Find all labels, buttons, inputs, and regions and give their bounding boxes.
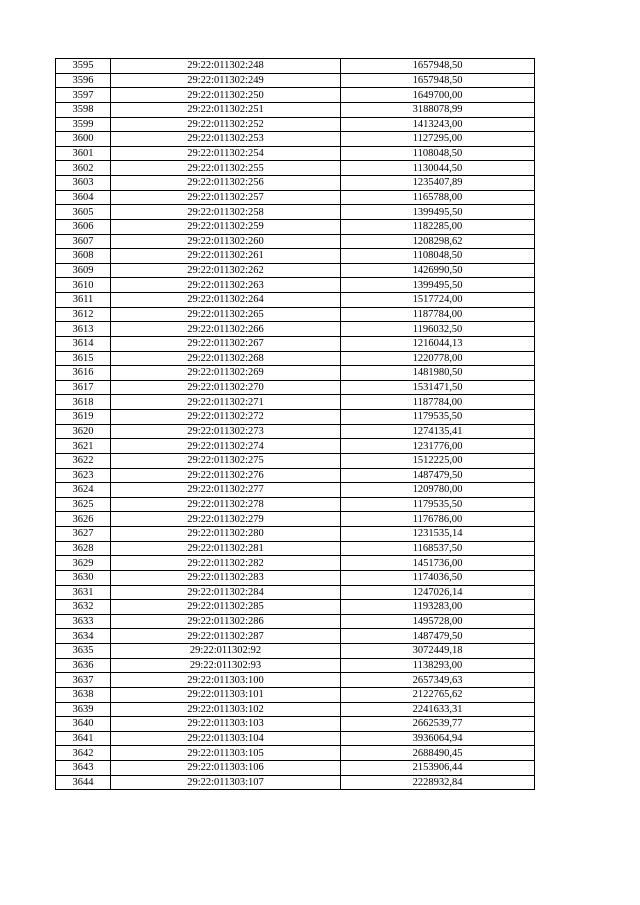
cadastral-value-cell: 1231776,00 [341, 439, 535, 454]
cadastral-value-cell: 1187784,00 [341, 395, 535, 410]
cadastral-number-cell: 29:22:011302:269 [111, 366, 341, 381]
table-row [56, 249, 535, 264]
table-row [56, 351, 535, 366]
cadastral-number-cell: 29:22:011302:273 [111, 424, 341, 439]
cadastral-number-cell: 29:22:011302:249 [111, 73, 341, 88]
row-number-cell: 3619 [56, 410, 111, 425]
cadastral-number-cell: 29:22:011302:264 [111, 293, 341, 308]
table-row [56, 263, 535, 278]
table-row [56, 556, 535, 571]
row-number-cell: 3641 [56, 731, 111, 746]
cadastral-number-cell: 29:22:011303:106 [111, 761, 341, 776]
row-number-cell: 3639 [56, 702, 111, 717]
table-row [56, 234, 535, 249]
table-row [56, 161, 535, 176]
cadastral-number-cell: 29:22:011302:283 [111, 570, 341, 585]
table-row [56, 527, 535, 542]
table-row [56, 59, 535, 74]
cadastral-value-cell: 1649700,00 [341, 88, 535, 103]
cadastral-value-cell: 1108048,50 [341, 249, 535, 264]
row-number-cell: 3625 [56, 497, 111, 512]
row-number-cell: 3624 [56, 483, 111, 498]
row-number-cell: 3620 [56, 424, 111, 439]
cadastral-number-cell: 29:22:011302:286 [111, 614, 341, 629]
cadastral-value-cell: 1138293,00 [341, 658, 535, 673]
cadastral-number-cell: 29:22:011303:105 [111, 746, 341, 761]
table-row [56, 761, 535, 776]
table-row [56, 88, 535, 103]
table-row [56, 410, 535, 425]
row-number-cell: 3623 [56, 468, 111, 483]
table-row [56, 746, 535, 761]
cadastral-value-cell: 1231535,14 [341, 527, 535, 542]
cadastral-number-cell: 29:22:011302:276 [111, 468, 341, 483]
table-row [56, 278, 535, 293]
cadastral-value-cell: 2657349,63 [341, 673, 535, 688]
cadastral-number-cell: 29:22:011302:92 [111, 644, 341, 659]
table-row [56, 132, 535, 147]
table-body [56, 59, 535, 790]
table-row [56, 541, 535, 556]
row-number-cell: 3642 [56, 746, 111, 761]
cadastral-value-cell: 1487479,50 [341, 468, 535, 483]
table-row [56, 102, 535, 117]
table-row [56, 468, 535, 483]
row-number-cell: 3640 [56, 717, 111, 732]
cadastral-number-cell: 29:22:011302:253 [111, 132, 341, 147]
cadastral-value-cell: 1247026,14 [341, 585, 535, 600]
table-row [56, 366, 535, 381]
cadastral-value-cell: 1108048,50 [341, 146, 535, 161]
table-row [56, 687, 535, 702]
cadastral-value-cell: 2122765,62 [341, 687, 535, 702]
cadastral-number-cell: 29:22:011302:271 [111, 395, 341, 410]
row-number-cell: 3605 [56, 205, 111, 220]
row-number-cell: 3607 [56, 234, 111, 249]
table-row [56, 322, 535, 337]
row-number-cell: 3637 [56, 673, 111, 688]
cadastral-number-cell: 29:22:011302:282 [111, 556, 341, 571]
cadastral-number-cell: 29:22:011302:252 [111, 117, 341, 132]
row-number-cell: 3643 [56, 761, 111, 776]
row-number-cell: 3621 [56, 439, 111, 454]
cadastral-value-cell: 1451736,00 [341, 556, 535, 571]
cadastral-value-cell: 1176786,00 [341, 512, 535, 527]
cadastral-value-cell: 1216044,13 [341, 336, 535, 351]
table-row [56, 570, 535, 585]
table-row [56, 439, 535, 454]
table-row [56, 395, 535, 410]
cadastral-number-cell: 29:22:011302:285 [111, 600, 341, 615]
row-number-cell: 3628 [56, 541, 111, 556]
cadastral-value-cell: 3936064,94 [341, 731, 535, 746]
cadastral-number-cell: 29:22:011302:256 [111, 176, 341, 191]
table-row [56, 424, 535, 439]
cadastral-number-cell: 29:22:011302:268 [111, 351, 341, 366]
row-number-cell: 3618 [56, 395, 111, 410]
row-number-cell: 3617 [56, 380, 111, 395]
cadastral-value-cell: 1481980,50 [341, 366, 535, 381]
cadastral-value-cell: 1165788,00 [341, 190, 535, 205]
table-row [56, 453, 535, 468]
cadastral-value-cell: 1426990,50 [341, 263, 535, 278]
cadastral-value-cell: 1196032,50 [341, 322, 535, 337]
row-number-cell: 3616 [56, 366, 111, 381]
cadastral-value-cell: 2228932,84 [341, 775, 535, 790]
table-row [56, 702, 535, 717]
row-number-cell: 3632 [56, 600, 111, 615]
cadastral-value-cell: 1399495,50 [341, 278, 535, 293]
cadastral-value-cell: 1487479,50 [341, 629, 535, 644]
cadastral-value-cell: 1235407,89 [341, 176, 535, 191]
cadastral-number-cell: 29:22:011303:101 [111, 687, 341, 702]
row-number-cell: 3630 [56, 570, 111, 585]
cadastral-value-cell: 1531471,50 [341, 380, 535, 395]
row-number-cell: 3601 [56, 146, 111, 161]
row-number-cell: 3595 [56, 59, 111, 74]
table-row [56, 219, 535, 234]
cadastral-value-cell: 1208298,62 [341, 234, 535, 249]
table-row [56, 717, 535, 732]
cadastral-number-cell: 29:22:011302:254 [111, 146, 341, 161]
row-number-cell: 3615 [56, 351, 111, 366]
row-number-cell: 3597 [56, 88, 111, 103]
row-number-cell: 3638 [56, 687, 111, 702]
cadastral-number-cell: 29:22:011302:248 [111, 59, 341, 74]
cadastral-value-cell: 1657948,50 [341, 73, 535, 88]
cadastral-value-cell: 1495728,00 [341, 614, 535, 629]
cadastral-number-cell: 29:22:011303:107 [111, 775, 341, 790]
table-row [56, 614, 535, 629]
cadastral-number-cell: 29:22:011302:93 [111, 658, 341, 673]
row-number-cell: 3603 [56, 176, 111, 191]
row-number-cell: 3636 [56, 658, 111, 673]
cadastral-number-cell: 29:22:011302:262 [111, 263, 341, 278]
table-row [56, 380, 535, 395]
cadastral-value-table [55, 58, 535, 790]
row-number-cell: 3635 [56, 644, 111, 659]
cadastral-number-cell: 29:22:011302:287 [111, 629, 341, 644]
table-row [56, 775, 535, 790]
row-number-cell: 3599 [56, 117, 111, 132]
cadastral-number-cell: 29:22:011303:104 [111, 731, 341, 746]
cadastral-value-cell: 1512225,00 [341, 453, 535, 468]
table-row [56, 512, 535, 527]
cadastral-value-cell: 1193283,00 [341, 600, 535, 615]
cadastral-value-cell: 1209780,00 [341, 483, 535, 498]
row-number-cell: 3604 [56, 190, 111, 205]
cadastral-number-cell: 29:22:011302:281 [111, 541, 341, 556]
table-row [56, 73, 535, 88]
row-number-cell: 3631 [56, 585, 111, 600]
cadastral-number-cell: 29:22:011302:250 [111, 88, 341, 103]
cadastral-number-cell: 29:22:011302:278 [111, 497, 341, 512]
row-number-cell: 3627 [56, 527, 111, 542]
row-number-cell: 3602 [56, 161, 111, 176]
cadastral-value-cell: 2688490,45 [341, 746, 535, 761]
table-row [56, 190, 535, 205]
cadastral-value-cell: 1168537,50 [341, 541, 535, 556]
table-row [56, 336, 535, 351]
row-number-cell: 3606 [56, 219, 111, 234]
cadastral-number-cell: 29:22:011302:275 [111, 453, 341, 468]
table-row [56, 117, 535, 132]
cadastral-number-cell: 29:22:011302:267 [111, 336, 341, 351]
row-number-cell: 3611 [56, 293, 111, 308]
cadastral-number-cell: 29:22:011302:263 [111, 278, 341, 293]
cadastral-number-cell: 29:22:011303:103 [111, 717, 341, 732]
cadastral-value-cell: 1399495,50 [341, 205, 535, 220]
cadastral-number-cell: 29:22:011302:274 [111, 439, 341, 454]
row-number-cell: 3644 [56, 775, 111, 790]
row-number-cell: 3629 [56, 556, 111, 571]
cadastral-number-cell: 29:22:011302:259 [111, 219, 341, 234]
cadastral-number-cell: 29:22:011302:257 [111, 190, 341, 205]
table-row [56, 497, 535, 512]
row-number-cell: 3609 [56, 263, 111, 278]
table-row [56, 176, 535, 191]
row-number-cell: 3610 [56, 278, 111, 293]
table-row [56, 293, 535, 308]
cadastral-number-cell: 29:22:011302:270 [111, 380, 341, 395]
row-number-cell: 3626 [56, 512, 111, 527]
cadastral-value-cell: 2153906,44 [341, 761, 535, 776]
table-row [56, 658, 535, 673]
row-number-cell: 3596 [56, 73, 111, 88]
cadastral-value-cell: 3188078,99 [341, 102, 535, 117]
cadastral-number-cell: 29:22:011302:280 [111, 527, 341, 542]
row-number-cell: 3598 [56, 102, 111, 117]
cadastral-number-cell: 29:22:011302:279 [111, 512, 341, 527]
cadastral-number-cell: 29:22:011302:277 [111, 483, 341, 498]
cadastral-number-cell: 29:22:011302:272 [111, 410, 341, 425]
cadastral-value-cell: 1657948,50 [341, 59, 535, 74]
cadastral-value-cell: 1187784,00 [341, 307, 535, 322]
row-number-cell: 3622 [56, 453, 111, 468]
table-row [56, 205, 535, 220]
cadastral-number-cell: 29:22:011302:265 [111, 307, 341, 322]
cadastral-number-cell: 29:22:011302:258 [111, 205, 341, 220]
cadastral-number-cell: 29:22:011302:255 [111, 161, 341, 176]
cadastral-number-cell: 29:22:011303:100 [111, 673, 341, 688]
cadastral-value-cell: 1179535,50 [341, 497, 535, 512]
cadastral-value-cell: 3072449,18 [341, 644, 535, 659]
row-number-cell: 3613 [56, 322, 111, 337]
cadastral-value-cell: 1174036,50 [341, 570, 535, 585]
table-row [56, 585, 535, 600]
cadastral-value-cell: 1220778,00 [341, 351, 535, 366]
cadastral-value-cell: 1127295,00 [341, 132, 535, 147]
cadastral-value-cell: 2241633,31 [341, 702, 535, 717]
cadastral-number-cell: 29:22:011303:102 [111, 702, 341, 717]
cadastral-value-cell: 1517724,00 [341, 293, 535, 308]
cadastral-value-cell: 2662539,77 [341, 717, 535, 732]
row-number-cell: 3614 [56, 336, 111, 351]
cadastral-number-cell: 29:22:011302:260 [111, 234, 341, 249]
table-row [56, 483, 535, 498]
table-row [56, 600, 535, 615]
table-row [56, 146, 535, 161]
row-number-cell: 3633 [56, 614, 111, 629]
row-number-cell: 3608 [56, 249, 111, 264]
table-row [56, 731, 535, 746]
table-row [56, 307, 535, 322]
cadastral-value-cell: 1274135,41 [341, 424, 535, 439]
cadastral-value-cell: 1182285,00 [341, 219, 535, 234]
cadastral-value-cell: 1413243,00 [341, 117, 535, 132]
cadastral-number-cell: 29:22:011302:284 [111, 585, 341, 600]
table-row [56, 629, 535, 644]
cadastral-value-cell: 1130044,50 [341, 161, 535, 176]
table-row [56, 673, 535, 688]
row-number-cell: 3612 [56, 307, 111, 322]
cadastral-number-cell: 29:22:011302:266 [111, 322, 341, 337]
table-row [56, 644, 535, 659]
row-number-cell: 3634 [56, 629, 111, 644]
cadastral-value-cell: 1179535,50 [341, 410, 535, 425]
cadastral-number-cell: 29:22:011302:261 [111, 249, 341, 264]
row-number-cell: 3600 [56, 132, 111, 147]
cadastral-number-cell: 29:22:011302:251 [111, 102, 341, 117]
